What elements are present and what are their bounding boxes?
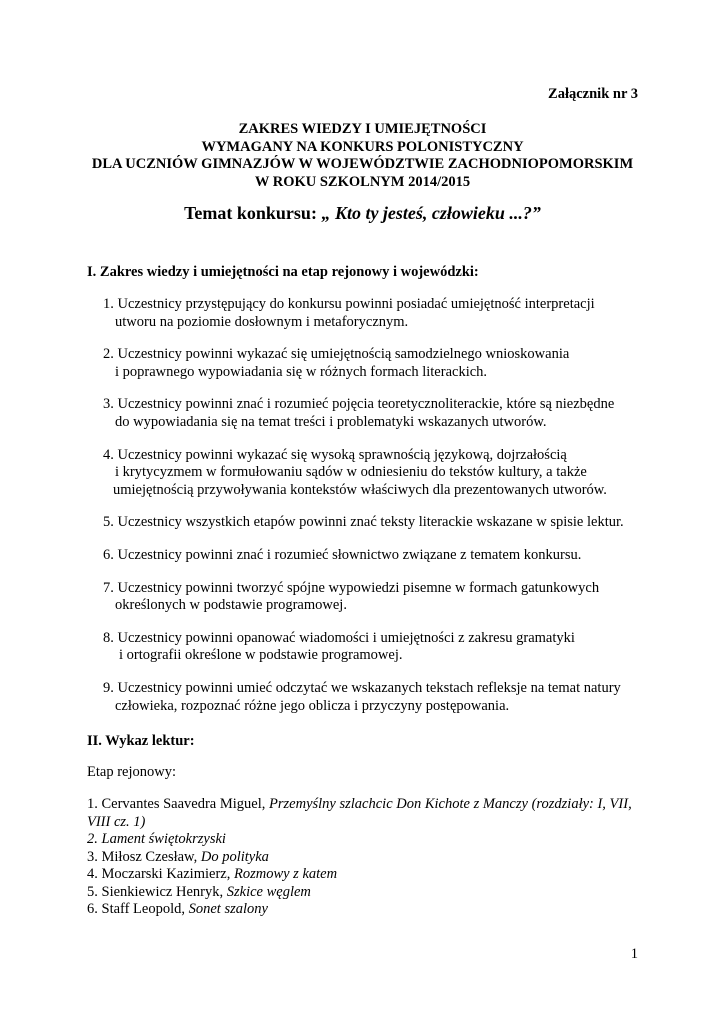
list-item	[103, 514, 663, 532]
list-item-line: człowieka, rozpoznać różne jego oblicza i przyczyny postępowania.	[115, 697, 510, 714]
list-item-line: utworu na poziomie dosłownym i metaforycznym.	[115, 313, 409, 330]
reading-title: Przemyślny szlachcic Don Kichote z Manczy (rozdziały: I, VII, VIII cz. 1)	[87, 796, 632, 830]
topic-label: Temat konkursu:	[184, 203, 322, 223]
annex-label: Załącznik nr 3	[548, 86, 638, 102]
reading-item	[87, 796, 647, 831]
list-item-line: umiejętnością przywoływania kontekstów właściwych dla prezentowanych utworów.	[113, 481, 607, 498]
reading-item	[87, 901, 647, 919]
list-item-line: do wypowiadania się na temat treści i problematyki wskazanych utworów.	[115, 413, 547, 430]
reading-item	[87, 831, 647, 849]
reading-author: 6. Staff Leopold,	[87, 901, 189, 917]
list-item	[103, 396, 663, 431]
reading-author: 1. Cervantes Saavedra Miguel,	[87, 796, 270, 812]
list-item-line: 3. Uczestnicy powinni znać i rozumieć pojęcia teoretycznoliterackie, które są niezbędne	[103, 396, 615, 413]
list-item-line: określonych w podstawie programowej.	[115, 597, 347, 614]
list-item-line: 8. Uczestnicy powinni opanować wiadomości i umiejętności z zakresu gramatyki	[103, 629, 575, 646]
list-item	[103, 447, 663, 500]
list-item-line: 5. Uczestnicy wszystkich etapów powinni znać teksty literackie wskazane w spisie lektur.	[103, 514, 624, 531]
contest-topic	[0, 203, 725, 224]
list-item-line: i poprawnego wypowiadania się w różnych formach literackich.	[115, 363, 488, 380]
section-2-title: II. Wykaz lektur:	[87, 733, 195, 749]
heading-line: WYMAGANY NA KONKURS POLONISTYCZNY	[201, 138, 524, 155]
reading-author: 4. Moczarski Kazimierz,	[87, 866, 234, 882]
list-item-line: 4. Uczestnicy powinni wykazać się wysoką sprawnością językową, dojrzałością	[103, 446, 567, 463]
topic-title: „ Kto ty jesteś, człowieku ...?”	[321, 203, 541, 223]
heading-line: DLA UCZNIÓW GIMNAZJÓW W WOJEWÓDZTWIE ZACHODNIOPOMORSKIM	[91, 156, 634, 172]
list-item	[103, 630, 663, 665]
page-number: 1	[630, 946, 638, 962]
list-item	[103, 680, 663, 715]
heading-line: ZAKRES WIEDZY I UMIEJĘTNOŚCI	[238, 121, 487, 137]
requirements-list	[103, 296, 663, 730]
section-1-title: I. Zakres wiedzy i umiejętności na etap rejonowy i wojewódzki:	[87, 264, 479, 280]
list-item-line: 7. Uczestnicy powinni tworzyć spójne wypowiedzi pisemne w formach gatunkowych	[103, 579, 600, 596]
list-item-line: i ortografii określone w podstawie programowej.	[119, 647, 403, 664]
list-item	[103, 547, 663, 565]
list-item-line: i krytycyzmem w formułowaniu sądów w odniesieniu do tekstów kultury, a także	[115, 464, 587, 481]
list-item	[103, 296, 663, 331]
stage-label: Etap rejonowy:	[87, 764, 176, 780]
reading-author: 5. Sienkiewicz Henryk,	[87, 883, 227, 900]
reading-title: Do polityka	[200, 848, 269, 865]
reading-item	[87, 884, 647, 902]
list-item	[103, 346, 663, 381]
document-heading	[0, 121, 725, 191]
reading-author: 3. Miłosz Czesław,	[87, 848, 201, 865]
reading-title: Sonet szalony	[188, 901, 268, 917]
list-item	[103, 580, 663, 615]
list-item-line: 2. Uczestnicy powinni wykazać się umiejętnością samodzielnego wnioskowania	[103, 346, 570, 363]
reading-item	[87, 866, 647, 884]
list-item-line: 6. Uczestnicy powinni znać i rozumieć słownictwo związane z tematem konkursu.	[103, 546, 582, 563]
list-item-line: 9. Uczestnicy powinni umieć odczytać we wskazanych tekstach refleksje na temat natury	[103, 680, 621, 696]
reading-item	[87, 849, 647, 867]
reading-title: Szkice węglem	[226, 883, 311, 900]
reading-title: Rozmowy z katem	[233, 866, 338, 882]
heading-line: W ROKU SZKOLNYM 2014/2015	[254, 173, 471, 190]
list-item-line: 1. Uczestnicy przystępujący do konkursu powinni posiadać umiejętność interpretacji	[103, 296, 595, 312]
reading-list	[87, 796, 647, 919]
reading-title: 2. Lament świętokrzyski	[87, 831, 226, 847]
